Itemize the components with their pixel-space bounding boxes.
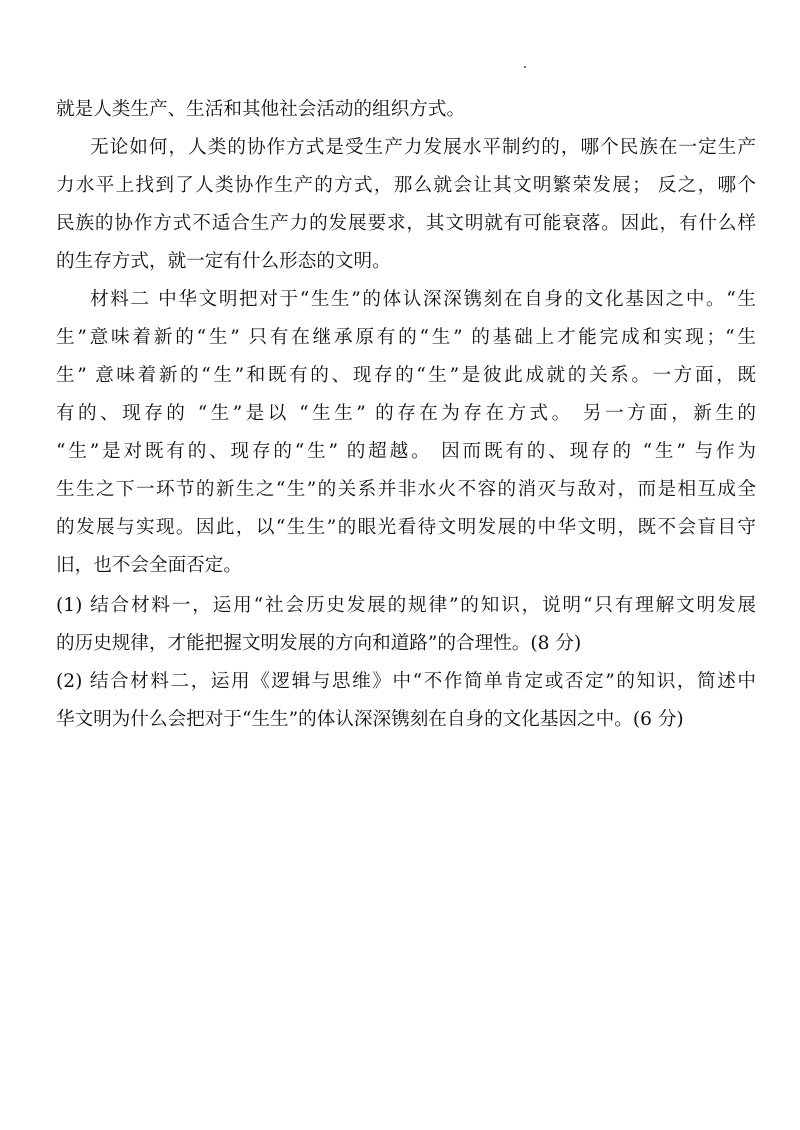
text-line-8: 生” 意味着新的“生”和既有的、现存的“生”是彼此成就的关系。一方面，既 (56, 365, 756, 386)
text-line-12: 的发展与实现。因此，以“生生”的眼光看待文明发展的中华文明，既不会盲目守 (56, 517, 756, 538)
text-line-3: 力水平上找到了人类协作生产的方式，那么就会让其文明繁荣发展； 反之，哪个 (56, 175, 756, 196)
text-line-7: 生”意味着新的“生” 只有在继承原有的“生” 的基础上才能完成和实现；“生 (56, 327, 756, 348)
text-line-10: “生”是对既有的、现存的“生” 的超越。 因而既有的、现存的 “生” 与作为 (56, 441, 756, 462)
text-line-1: 就是人类生产、生活和其他社会活动的组织方式。 (56, 99, 466, 120)
text-line-5: 的生存方式，就一定有什么形态的文明。 (56, 251, 391, 272)
text-line-11: 生生之下一环节的新生之“生”的关系并非水火不容的消灭与敌对，而是相互成全 (56, 479, 756, 500)
question-1-line-1: (1) 结合材料一，运用“社会历史发展的规律”的知识，说明“只有理解文明发展 (56, 595, 756, 616)
text-line-9: 有的、现存的 “生”是以 “生生” 的存在为存在方式。 另一方面，新生的 (56, 403, 756, 424)
question-1-line-2: 的历史规律，才能把握文明发展的方向和道路”的合理性。(8 分) (56, 633, 582, 654)
text-line-4: 民族的协作方式不适合生产力的发展要求，其文明就有可能衰落。因此，有什么样 (56, 213, 756, 234)
text-line-6: 材料二 中华文明把对于“生生”的体认深深镌刻在自身的文化基因之中。“生 (90, 289, 756, 310)
text-line-2: 无论如何，人类的协作方式是受生产力发展水平制约的，哪个民族在一定生产 (90, 137, 756, 158)
text-line-13: 旧，也不会全面否定。 (56, 555, 242, 576)
question-2-line-2: 华文明为什么会把对于“生生”的体认深深镌刻在自身的文化基因之中。(6 分) (56, 709, 684, 730)
scan-speck (524, 66, 526, 68)
question-2-line-1: (2) 结合材料二，运用《逻辑与思维》中“不作简单肯定或否定”的知识，简述中 (56, 671, 756, 692)
